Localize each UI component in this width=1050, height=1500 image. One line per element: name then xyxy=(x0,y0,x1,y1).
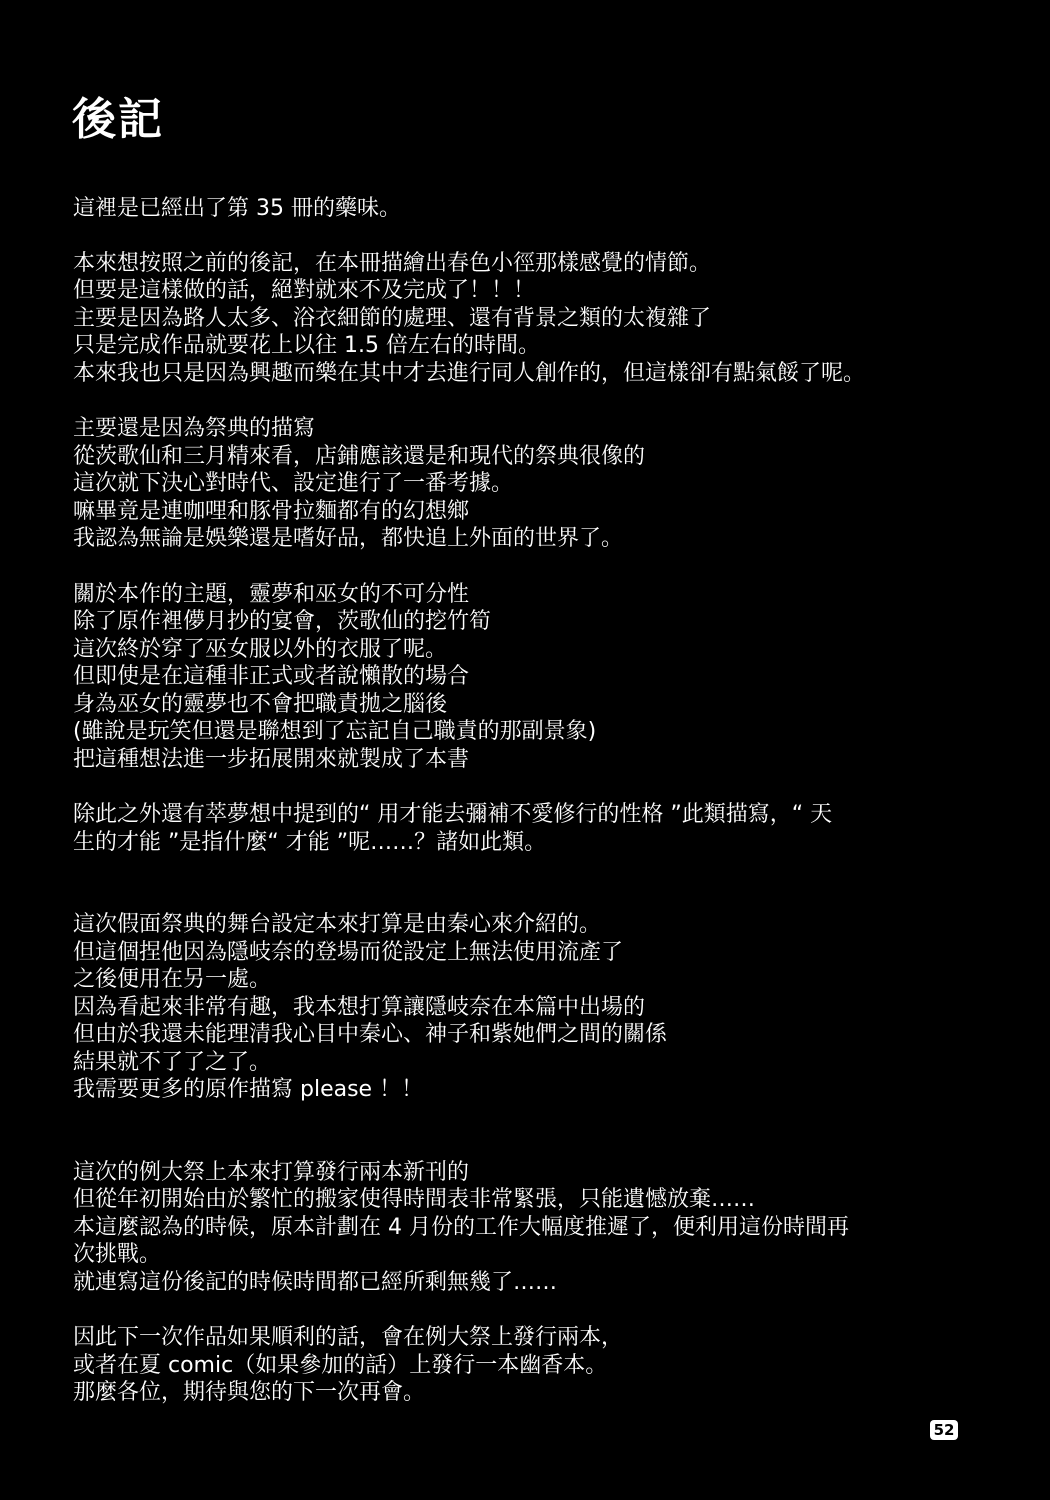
paragraph-8 xyxy=(73,1324,973,1407)
text-line: 這次終於穿了巫女服以外的衣服了呢。 xyxy=(73,636,448,662)
text-line: 我需要更多的原作描寫 please ！！ xyxy=(73,1077,424,1102)
text-line: 但要是這樣做的話，絕對就來不及完成了！！！ xyxy=(73,278,536,303)
text-line: 身為巫女的靈夢也不會把職責拋之腦後 xyxy=(73,691,448,717)
paragraph-4 xyxy=(73,581,973,774)
paragraph-1 xyxy=(73,195,973,223)
text-line: 除此之外還有萃夢想中提到的“ 用才能去彌補不愛修行的性格 ”此類描寫，“ 天 xyxy=(73,802,833,827)
text-line: 只是完成作品就要花上以往 1.5 倍左右的時間。 xyxy=(73,333,540,358)
text-line: 這次的例大祭上本來打算發行兩本新刊的 xyxy=(73,1159,470,1185)
text-line: (雖說是玩笑但還是聯想到了忘記自己職責的那副景象) xyxy=(73,719,597,744)
text-line: 主要是因為路人太多、浴衣細節的處理、還有背景之類的太複雜了 xyxy=(73,305,712,331)
text-line: 這次假面祭典的舞台設定本來打算是由秦心來介紹的。 xyxy=(73,912,602,937)
text-line: 因為看起來非常有趣，我本想打算讓隱岐奈在本篇中出場的 xyxy=(73,994,646,1020)
text-line: 主要還是因為祭典的描寫 xyxy=(73,416,316,441)
page-title: 後記 xyxy=(72,94,164,145)
text-line: 但這個捏他因為隱岐奈的登場而從設定上無法使用流產了 xyxy=(73,939,624,965)
paragraph-7 xyxy=(73,1159,973,1297)
text-line: 次挑戰。 xyxy=(73,1242,162,1267)
text-line: 但從年初開始由於繁忙的搬家使得時間表非常緊張，只能遺憾放棄…… xyxy=(73,1187,756,1212)
text-line: 或者在夏 comic（如果參加的話）上發行一本幽香本。 xyxy=(73,1352,608,1378)
afterword-body xyxy=(73,195,973,1407)
text-line: 嘛畢竟是連咖哩和豚骨拉麵都有的幻想鄉 xyxy=(73,498,470,524)
text-line: 本來我也只是因為興趣而樂在其中才去進行同人創作的，但這樣卻有點氣餒了呢。 xyxy=(73,360,866,386)
text-line: 但即使是在這種非正式或者說懶散的場合 xyxy=(73,664,470,689)
text-line: 本這麼認為的時候，原本計劃在 4 月份的工作大幅度推遲了，便利用這份時間再 xyxy=(73,1214,849,1240)
text-line: 之後便用在另一處。 xyxy=(73,967,272,992)
text-line: 關於本作的主題，靈夢和巫女的不可分性 xyxy=(73,581,470,607)
text-line: 生的才能 ”是指什麼“ 才能 ”呢……？諸如此類。 xyxy=(73,829,547,855)
text-line: 那麼各位，期待與您的下一次再會。 xyxy=(73,1380,426,1405)
page-number: 52 xyxy=(930,1420,958,1440)
text-line: 這次就下決心對時代、設定進行了一番考據。 xyxy=(73,471,514,496)
paragraph-2 xyxy=(73,250,973,388)
text-line: 但由於我還未能理清我心目中秦心、神子和紫她們之間的關係 xyxy=(73,1022,668,1047)
text-line: 把這種想法進一步拓展開來就製成了本書 xyxy=(73,746,470,772)
text-line: 就連寫這份後記的時候時間都已經所剩無幾了…… xyxy=(73,1269,558,1295)
text-line: 因此下一次作品如果順利的話，會在例大祭上發行兩本， xyxy=(73,1325,624,1350)
paragraph-5 xyxy=(73,801,973,856)
text-line: 除了原作裡儚月抄的宴會，茨歌仙的挖竹筍 xyxy=(73,609,492,634)
text-line: 這裡是已經出了第 35 冊的藥味。 xyxy=(73,196,401,221)
text-line: 從茨歌仙和三月精來看，店鋪應該還是和現代的祭典很像的 xyxy=(73,443,646,469)
text-line: 結果就不了了之了。 xyxy=(73,1049,272,1075)
paragraph-3 xyxy=(73,415,973,553)
paragraph-6 xyxy=(73,911,973,1104)
text-line: 我認為無論是娛樂還是嗜好品，都快追上外面的世界了。 xyxy=(73,526,624,551)
text-line: 本來想按照之前的後記，在本冊描繪出春色小徑那樣感覺的情節。 xyxy=(73,250,712,276)
